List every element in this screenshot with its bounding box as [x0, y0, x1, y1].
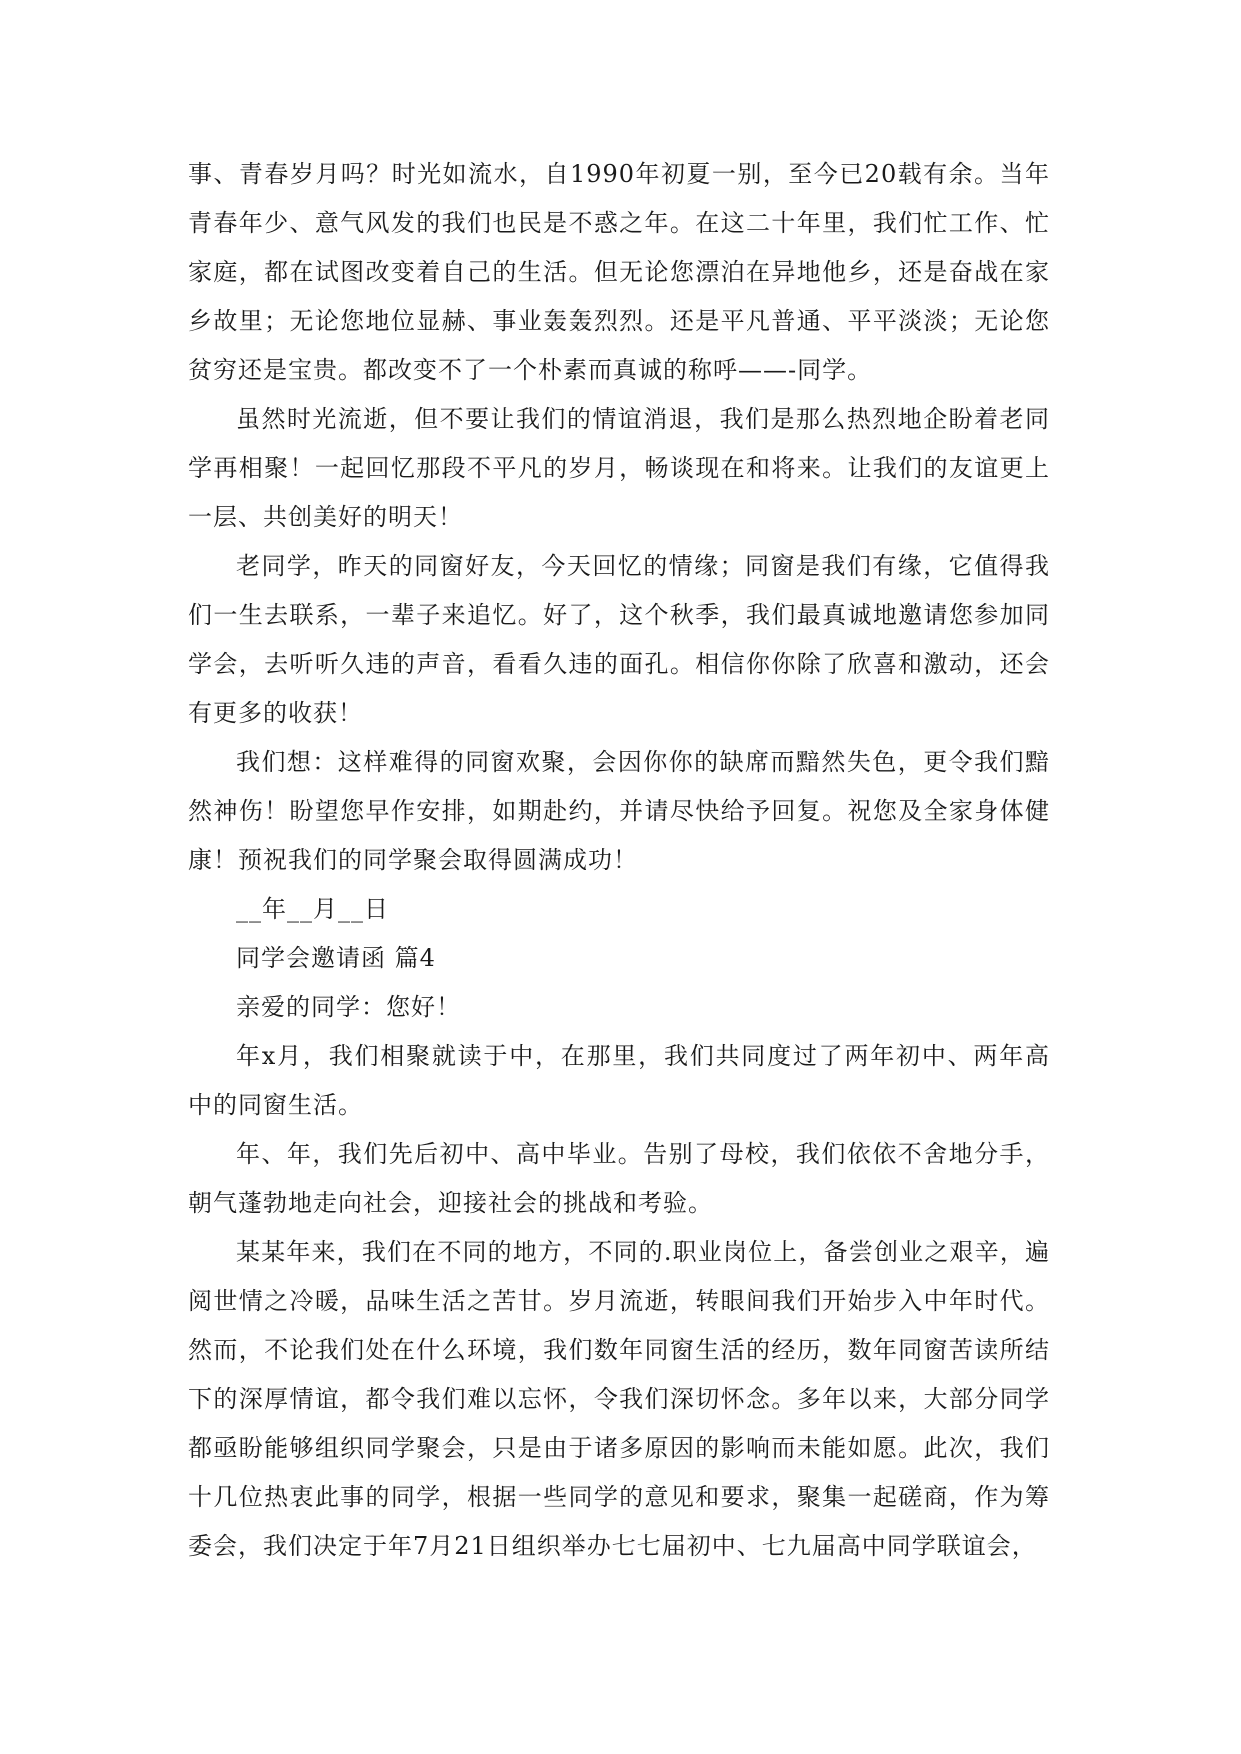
paragraph-graduation: 年、年，我们先后初中、高中毕业。告别了母校，我们依依不舍地分手，朝气蓬勃地走向社会，迎接社会的挑战和考验。	[188, 1140, 1050, 1217]
paragraph-continuation: 事、青春岁月吗？时光如流水，自1990年初夏一别，至今已20载有余。当年青春年少、意气风发的我们也民是不惑之年。在这二十年里，我们忙工作、忙家庭，都在试图改变着自己的生活。但无论您漂泊在异地他乡，还是奋战在家乡故里；无论您地位显赫、事业轰轰烈烈。还是平凡普通、平平淡淡；无论您贫穷还是宝贵。都改变不了一个朴素而真诚的称呼——-同学。	[188, 160, 1050, 384]
paragraph-meeting: 年x月，我们相聚就读于中，在那里，我们共同度过了两年初中、两年高中的同窗生活。	[188, 1042, 1050, 1119]
paragraph-friendship: 虽然时光流逝，但不要让我们的情谊消退，我们是那么热烈地企盼着老同学再相聚！一起回忆那段不平凡的岁月，畅谈现在和将来。让我们的友谊更上一层、共创美好的明天！	[188, 405, 1050, 531]
paragraph-invitation: 老同学，昨天的同窗好友，今天回忆的情缘；同窗是我们有缘，它值得我们一生去联系，一辈子来追忆。好了，这个秋季，我们最真诚地邀请您参加同学会，去听听久违的声音，看看久违的面孔。相信你你除了欣喜和激动，还会有更多的收获！	[188, 552, 1050, 727]
paragraph-reunion-plan: 某某年来，我们在不同的地方，不同的.职业岗位上，备尝创业之艰辛，遍阅世情之冷暖，品味生活之苦甘。岁月流逝，转眼间我们开始步入中年时代。然而，不论我们处在什么环境，我们数年同窗生活的经历，数年同窗苦读所结下的深厚情谊，都令我们难以忘怀，令我们深切怀念。多年以来，大部分同学都亟盼能够组织同学聚会，只是由于诸多原因的影响而未能如愿。此次，我们十几位热衷此事的同学，根据一些同学的意见和要求，聚集一起磋商，作为筹委会，我们决定于年7月21日组织举办七七届初中、七九届高中同学联谊会，	[188, 1238, 1050, 1560]
salutation: 亲爱的同学：您好！	[236, 993, 461, 1021]
paragraph-hope: 我们想：这样难得的同窗欢聚，会因你你的缺席而黯然失色，更令我们黯然神伤！盼望您早作安排，如期赴约，并请尽快给予回复。祝您及全家身体健康！预祝我们的同学聚会取得圆满成功！	[188, 748, 1050, 874]
date-line: __年__月__日	[236, 895, 389, 923]
document-page	[188, 150, 1050, 1571]
section-heading: 同学会邀请函 篇4	[236, 944, 436, 972]
